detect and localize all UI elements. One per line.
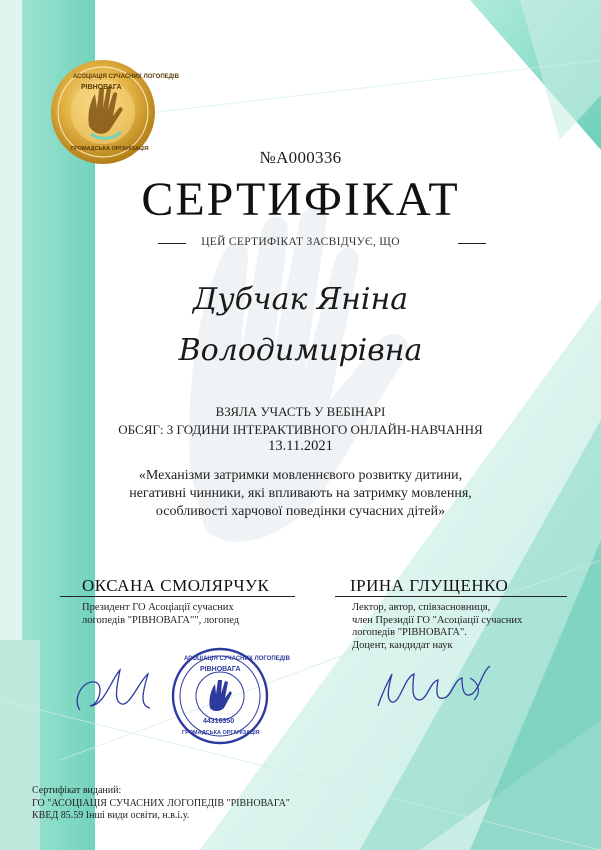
topic-line-3: особливості харчової поведінки сучасних дітей» <box>155 504 446 519</box>
badge-text-top: АСОЦІАЦІЯ СУЧАСНИХ ЛОГОПЕДІВ <box>73 74 179 80</box>
participation-text: ВЗЯЛА УЧАСТЬ У ВЕБІНАРІ <box>215 404 386 419</box>
topic-line-1: «Механізми затримки мовленнєвого розвитку дитини, <box>138 468 463 483</box>
badge-text-mid: РІВНОВАГА <box>81 84 122 91</box>
signature-left <box>70 660 170 720</box>
signatory-right-rule <box>335 596 567 597</box>
footer-line1: Сертифікат виданий: <box>32 785 122 796</box>
stamp-text-top: АСОЦІАЦІЯ СУЧАСНИХ ЛОГОПЕДІВ <box>184 656 290 662</box>
recipient-name-line2: Володимирівна <box>178 333 423 368</box>
badge-text-bottom: ГРОМАДСЬКА ОРГАНІЗАЦІЯ <box>71 146 149 152</box>
signatory-left-name: ОКСАНА СМОЛЯРЧУК <box>82 576 270 595</box>
certificate-number: №А000336 <box>259 148 342 167</box>
signatory-right-role <box>352 602 522 652</box>
signatory-left-rule <box>60 596 295 597</box>
signatory-left-role-line1: Президент ГО Асоціації сучасних <box>82 602 234 613</box>
signature-right <box>370 658 500 718</box>
certificate-subtitle: ЦЕЙ СЕРТИФІКАТ ЗАСВІДЧУЄ, ЩО <box>201 236 400 248</box>
footer-line3: КВЕД 85.59 Інші види освіти, н.в.і.у. <box>32 810 190 821</box>
signatory-left-role-line2: логопедів "РІВНОВАГА"", логопед <box>82 614 240 626</box>
signatory-right-name: ІРИНА ГЛУЩЕНКО <box>350 576 509 595</box>
issuer-footer <box>32 785 290 823</box>
signatory-left-role <box>82 602 239 627</box>
webinar-topic <box>90 467 511 521</box>
recipient-name-line1: Дубчак Яніна <box>192 282 409 317</box>
signatory-right-role-line4: Доцент, кандидат наук <box>352 639 453 651</box>
footer-line2: ГО "АСОЦІАЦІЯ СУЧАСНИХ ЛОГОПЕДІВ "РІВНОВАГА" <box>32 797 290 809</box>
webinar-date: 13.11.2021 <box>268 438 333 454</box>
stamp-text-bottom: ГРОМАДСЬКА ОРГАНІЗАЦІЯ <box>182 730 260 736</box>
stamp-code: 44316350 <box>203 718 235 725</box>
stamp-text-mid: РІВНОВАГА <box>200 666 241 673</box>
volume-text: ОБСЯГ: 3 ГОДИНИ ІНТЕРАКТИВНОГО ОНЛАЙН-НАВЧАННЯ <box>118 422 483 437</box>
organization-stamp <box>170 646 290 746</box>
signatory-right-role-line3: логопедів "РІВНОВАГА". <box>352 627 467 638</box>
subtitle-rule-right <box>458 243 486 244</box>
certificate-title: СЕРТИФІКАТ <box>141 173 460 226</box>
topic-line-2: негативні чинники, які впливають на затримку мовлення, <box>129 486 472 501</box>
signatory-right-role-line2: член Президії ГО "Асоціації сучасних <box>352 614 523 626</box>
signatory-right-role-line1: Лектор, автор, співзасновниця, <box>352 602 491 613</box>
